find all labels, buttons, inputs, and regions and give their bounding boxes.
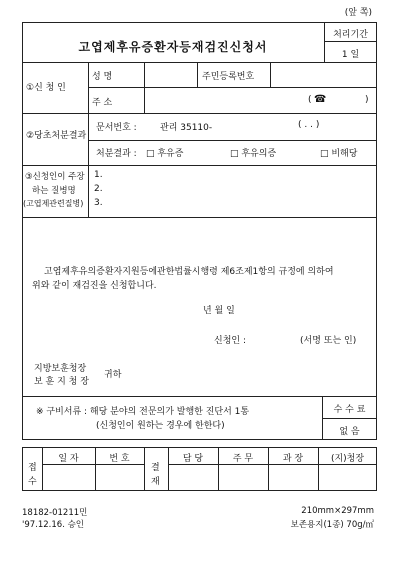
- fee-label: 수 수 료: [333, 405, 366, 415]
- receipt-date-header: 일 자: [58, 454, 79, 464]
- doc-date-field[interactable]: ( . . ): [298, 120, 320, 130]
- front-side-label: (앞 쪽): [344, 8, 372, 18]
- form-title: 고엽제후유증환자등재검진신청서: [78, 40, 268, 54]
- result-option-suspected[interactable]: □ 후유의증: [230, 149, 277, 159]
- paper-size: 210mm×297mm: [301, 506, 374, 516]
- address-label: 주 소: [92, 98, 113, 108]
- disease-line-2[interactable]: 2.: [94, 184, 103, 194]
- application-date[interactable]: 년 월 일: [203, 306, 235, 316]
- name-label: 성 명: [92, 72, 113, 82]
- receipt-label-1: 접: [28, 463, 37, 473]
- doc-number-value: 관리 35110-: [160, 123, 213, 133]
- claimed-disease-label-3: (고엽제관련질병): [23, 199, 84, 208]
- approval-col-chief: 주 무: [232, 454, 254, 464]
- disease-line-3[interactable]: 3.: [94, 198, 103, 208]
- claimed-disease-label-1: ③신청인이 주장: [25, 172, 85, 182]
- approval-col-director: (지)청장: [330, 454, 365, 464]
- recipient-line-2: 보 훈 지 청 장: [34, 377, 89, 387]
- result-label: 처분결과 :: [96, 149, 137, 159]
- recipient-line-1: 지방보훈청장: [34, 364, 87, 374]
- doc-number-label: 문서번호 :: [96, 123, 137, 133]
- result-option-sequela[interactable]: □ 후유증: [146, 149, 184, 159]
- attachment-line-2: (신청인이 원하는 경우에 한한다): [96, 421, 225, 431]
- receipt-label-2: 수: [28, 477, 37, 487]
- initial-result-label: ②당초처분결과: [26, 131, 87, 141]
- fee-value: 없 음: [339, 427, 360, 437]
- paper-spec: 보존용지(1종) 70g/㎡: [290, 520, 374, 530]
- rrn-label: 주민등록번호: [202, 72, 255, 82]
- form-code: 18182-01211민: [22, 508, 88, 518]
- phone-icon: ☎: [314, 94, 327, 105]
- approval-label-1: 결: [151, 463, 160, 473]
- applicant-label: ①신 청 인: [26, 83, 66, 93]
- approval-col-staff: 담 당: [182, 454, 204, 464]
- approval-col-manager: 과 장: [282, 454, 304, 464]
- statement-line-2: 위와 같이 재검진을 신청합니다.: [32, 281, 157, 291]
- recipient-suffix: 귀하: [104, 370, 122, 380]
- receipt-number-header: 번 호: [109, 454, 130, 464]
- result-option-none[interactable]: □ 비해당: [320, 149, 358, 159]
- processing-period-value: 1 일: [341, 50, 360, 60]
- approval-date: '97.12.16. 승인: [22, 520, 85, 530]
- disease-line-1[interactable]: 1.: [94, 170, 103, 180]
- claimed-disease-label-2: 하는 질병명: [32, 186, 76, 196]
- signature-hint: (서명 또는 인): [300, 336, 357, 346]
- statement-line-1: 고엽제후유의증환자지원등에관한법률시행령 제6조제1항의 규정에 의하여: [44, 267, 334, 277]
- attachment-line-1: ※ 구비서류 : 해당 분야의 전문의가 발행한 진단서 1통: [36, 407, 250, 417]
- applicant-signature-label: 신청인 :: [214, 336, 246, 346]
- approval-label-2: 재: [151, 477, 160, 487]
- processing-period-label: 처리기간: [333, 30, 368, 40]
